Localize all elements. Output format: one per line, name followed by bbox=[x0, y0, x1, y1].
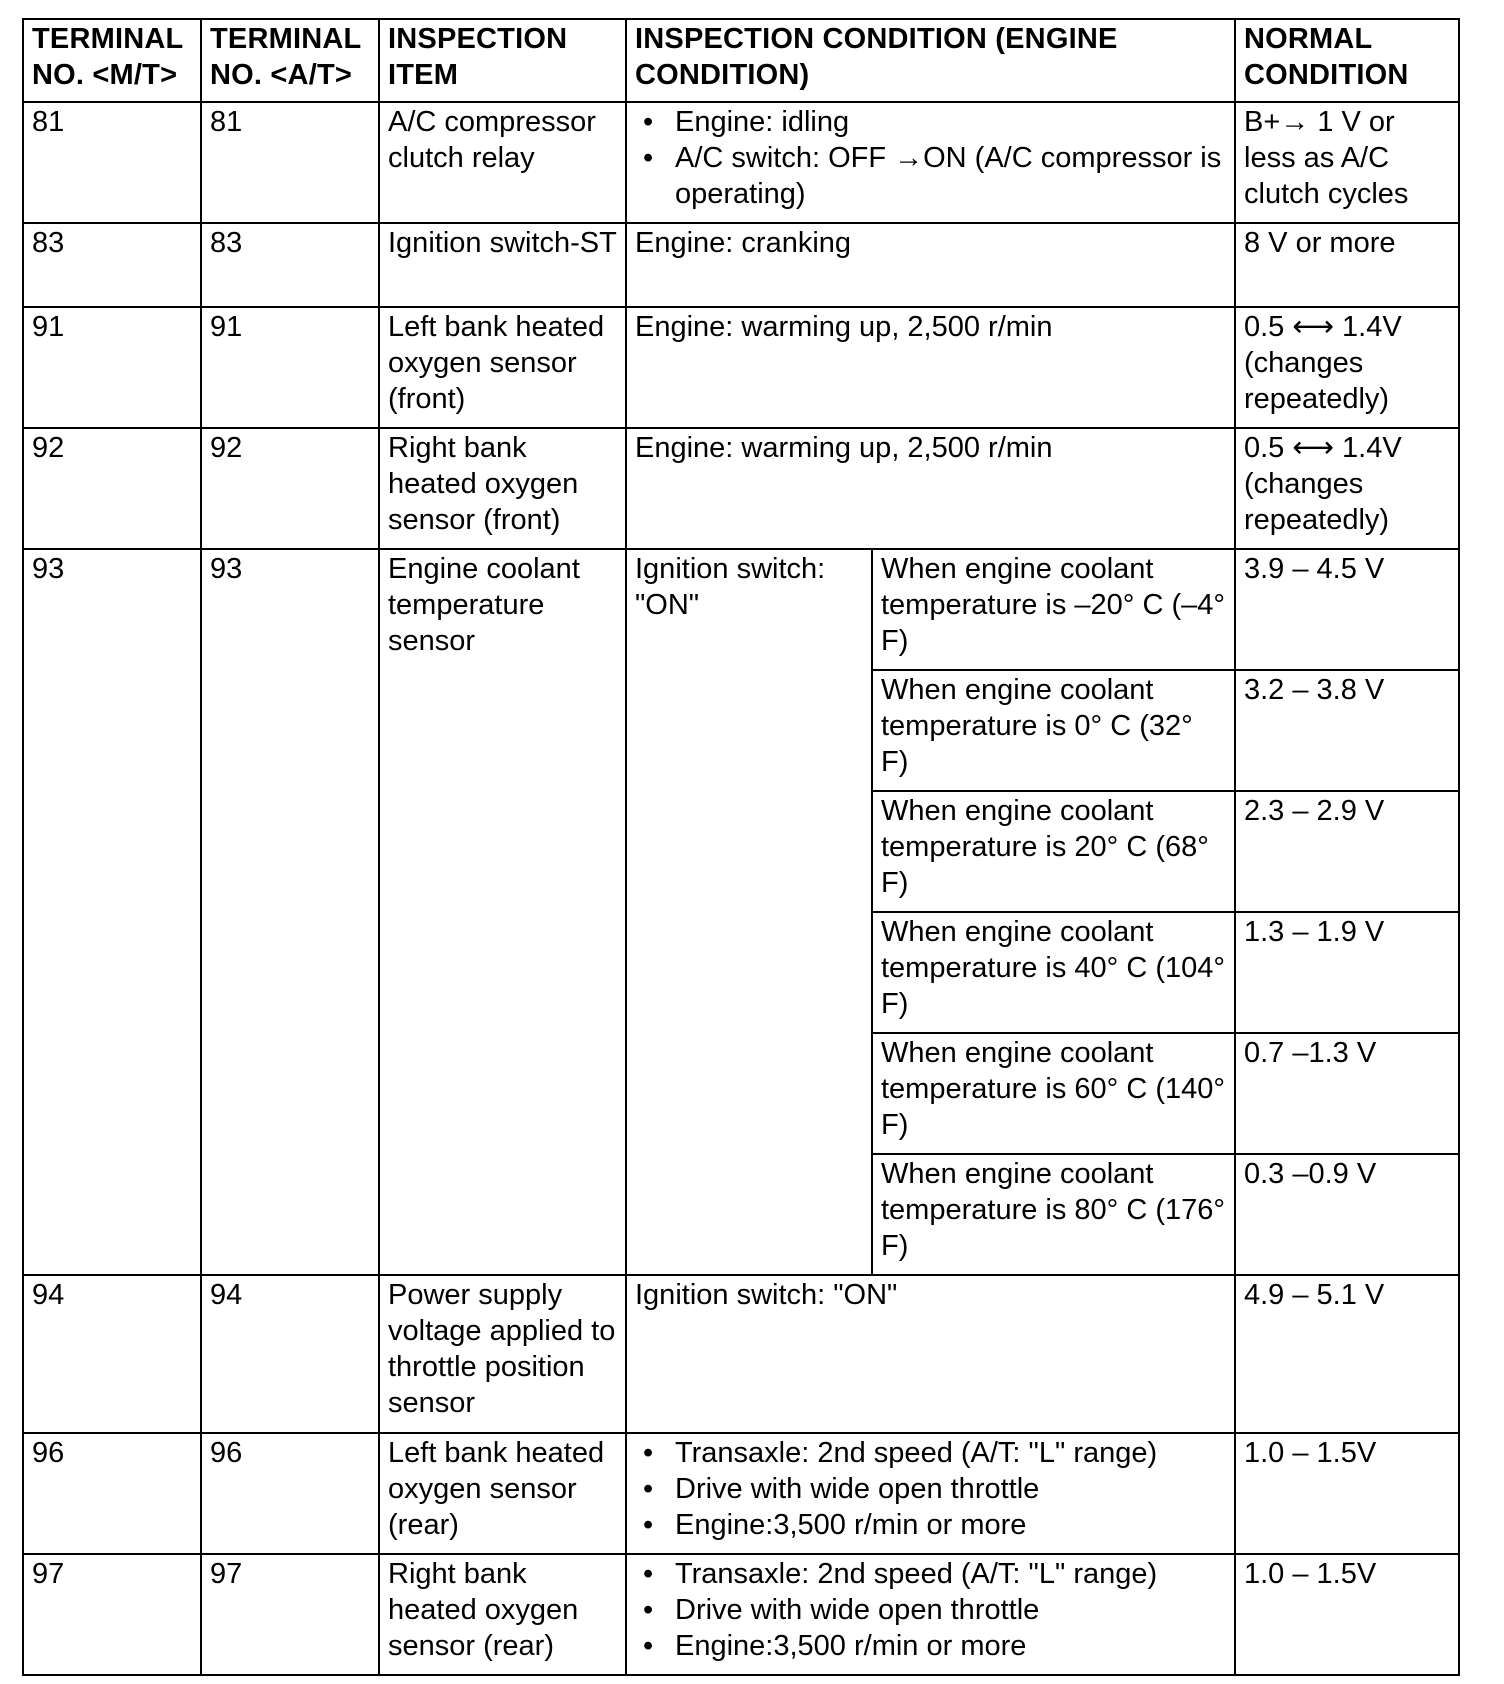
list-item: • Drive with wide open throttle bbox=[675, 1471, 1226, 1507]
normal-condition-cell: 1.0 – 1.5V bbox=[1235, 1433, 1459, 1554]
terminal-mt-cell: 93 bbox=[23, 549, 201, 1275]
normal-condition-cell: 0.5 ⟷ 1.4V (changes repeatedly) bbox=[1235, 307, 1459, 428]
inspection-condition-cell: Engine: warming up, 2,500 r/min bbox=[626, 307, 1235, 428]
list-item: • Drive with wide open throttle bbox=[675, 1592, 1226, 1628]
normal-condition-cell: 3.2 – 3.8 V bbox=[1235, 670, 1459, 791]
terminal-at-cell: 96 bbox=[201, 1433, 379, 1554]
sub-condition-cell: When engine coolant temperature is 80° C (176° F) bbox=[872, 1154, 1235, 1275]
normal-condition-cell: 1.0 – 1.5V bbox=[1235, 1554, 1459, 1675]
table-row bbox=[23, 1275, 1459, 1433]
table-row bbox=[23, 428, 1459, 549]
terminal-at-cell: 83 bbox=[201, 223, 379, 307]
list-item: • Engine: idling bbox=[675, 104, 1226, 140]
inspection-item-cell: Power supply voltage applied to throttle position sensor bbox=[379, 1275, 626, 1433]
condition-list bbox=[635, 1556, 1226, 1664]
terminal-mt-cell: 94 bbox=[23, 1275, 201, 1433]
normal-condition-cell: 0.7 –1.3 V bbox=[1235, 1033, 1459, 1154]
normal-condition-cell: 0.3 –0.9 V bbox=[1235, 1154, 1459, 1275]
table-row bbox=[23, 307, 1459, 428]
terminal-at-cell: 91 bbox=[201, 307, 379, 428]
list-item: • Transaxle: 2nd speed (A/T: "L" range) bbox=[675, 1556, 1226, 1592]
table-row bbox=[23, 102, 1459, 223]
inspection-item-cell: Left bank heated oxygen sensor (front) bbox=[379, 307, 626, 428]
inspection-condition-cell bbox=[626, 1433, 1235, 1554]
normal-condition-cell: 4.9 – 5.1 V bbox=[1235, 1275, 1459, 1433]
inspection-condition-cell bbox=[626, 1554, 1235, 1675]
terminal-at-cell: 97 bbox=[201, 1554, 379, 1675]
inspection-item-cell: Engine coolant temperature sensor bbox=[379, 549, 626, 1275]
terminal-mt-cell: 92 bbox=[23, 428, 201, 549]
inspection-item-cell: Right bank heated oxygen sensor (front) bbox=[379, 428, 626, 549]
table-row bbox=[23, 1554, 1459, 1675]
list-item: • Engine:3,500 r/min or more bbox=[675, 1507, 1226, 1543]
normal-condition-cell: 2.3 – 2.9 V bbox=[1235, 791, 1459, 912]
header-normal-condition: NORMAL CONDITION bbox=[1235, 19, 1459, 102]
terminal-mt-cell: 81 bbox=[23, 102, 201, 223]
inspection-item-cell: Right bank heated oxygen sensor (rear) bbox=[379, 1554, 626, 1675]
list-item: • Engine:3,500 r/min or more bbox=[675, 1628, 1226, 1664]
terminal-at-cell: 92 bbox=[201, 428, 379, 549]
terminal-mt-cell: 91 bbox=[23, 307, 201, 428]
inspection-item-cell: Left bank heated oxygen sensor (rear) bbox=[379, 1433, 626, 1554]
inspection-condition-cell bbox=[626, 102, 1235, 223]
inspection-condition-cell: Engine: warming up, 2,500 r/min bbox=[626, 428, 1235, 549]
normal-condition-cell: 0.5 ⟷ 1.4V (changes repeatedly) bbox=[1235, 428, 1459, 549]
sub-condition-cell: When engine coolant temperature is 0° C (32° F) bbox=[872, 670, 1235, 791]
sub-condition-cell: When engine coolant temperature is 60° C (140° F) bbox=[872, 1033, 1235, 1154]
normal-condition-cell: 8 V or more bbox=[1235, 223, 1459, 307]
terminal-at-cell: 94 bbox=[201, 1275, 379, 1433]
sub-condition-cell: When engine coolant temperature is –20° C (–4° F) bbox=[872, 549, 1235, 670]
terminal-at-cell: 93 bbox=[201, 549, 379, 1275]
header-row bbox=[23, 19, 1459, 102]
terminal-mt-cell: 96 bbox=[23, 1433, 201, 1554]
list-item: • A/C switch: OFF →ON (A/C compressor is operating) bbox=[675, 140, 1226, 212]
condition-list bbox=[635, 1435, 1226, 1543]
terminal-mt-cell: 97 bbox=[23, 1554, 201, 1675]
normal-condition-cell: 1.3 – 1.9 V bbox=[1235, 912, 1459, 1033]
inspection-item-cell: A/C compressor clutch relay bbox=[379, 102, 626, 223]
table-row bbox=[23, 223, 1459, 307]
list-item: • Transaxle: 2nd speed (A/T: "L" range) bbox=[675, 1435, 1226, 1471]
normal-condition-cell: 3.9 – 4.5 V bbox=[1235, 549, 1459, 670]
sub-condition-cell: When engine coolant temperature is 20° C (68° F) bbox=[872, 791, 1235, 912]
inspection-condition-cell: Ignition switch: "ON" bbox=[626, 549, 872, 1275]
header-inspection-condition: INSPECTION CONDITION (ENGINE CONDITION) bbox=[626, 19, 1235, 102]
inspection-table bbox=[22, 18, 1460, 1676]
header-inspection-item: INSPECTION ITEM bbox=[379, 19, 626, 102]
header-terminal-at: TERMINAL NO. <A/T> bbox=[201, 19, 379, 102]
terminal-mt-cell: 83 bbox=[23, 223, 201, 307]
normal-condition-cell: B+→ 1 V or less as A/C clutch cycles bbox=[1235, 102, 1459, 223]
table-row bbox=[23, 549, 1459, 670]
inspection-condition-cell: Engine: cranking bbox=[626, 223, 1235, 307]
terminal-at-cell: 81 bbox=[201, 102, 379, 223]
sub-condition-cell: When engine coolant temperature is 40° C (104° F) bbox=[872, 912, 1235, 1033]
table-row bbox=[23, 1433, 1459, 1554]
inspection-item-cell: Ignition switch-ST bbox=[379, 223, 626, 307]
condition-list bbox=[635, 104, 1226, 212]
inspection-condition-cell: Ignition switch: "ON" bbox=[626, 1275, 1235, 1433]
header-terminal-mt: TERMINAL NO. <M/T> bbox=[23, 19, 201, 102]
